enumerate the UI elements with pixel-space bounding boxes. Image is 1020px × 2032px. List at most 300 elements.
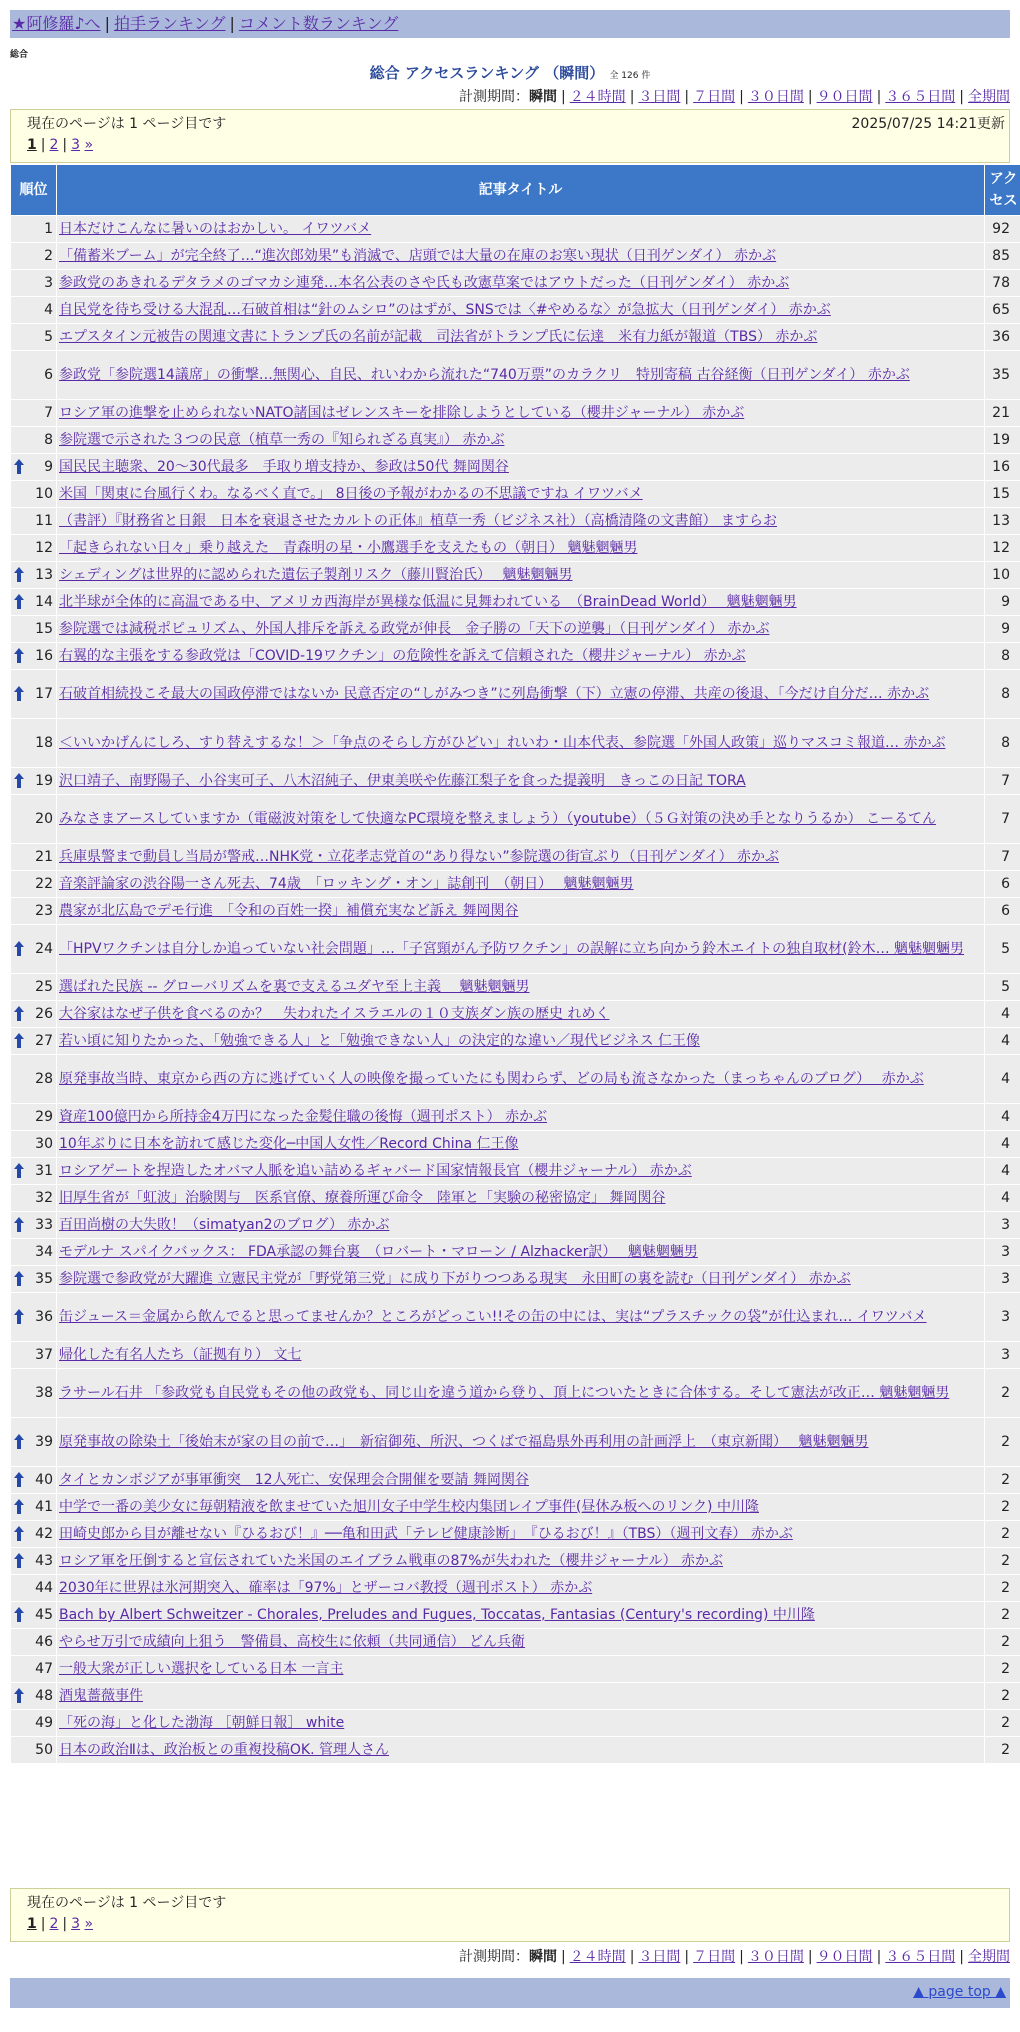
title-cell bbox=[57, 1055, 985, 1104]
title-cell bbox=[57, 616, 985, 643]
article-link[interactable]: 北半球が全体的に高温である中、アメリカ西海岸が異様な低温に見舞われている （BrainDead World） 魑魅魍魎男 bbox=[59, 594, 797, 610]
title-cell bbox=[57, 535, 985, 562]
access-count: 10 bbox=[985, 562, 1020, 589]
rank-up-arrow-icon bbox=[14, 1309, 24, 1324]
table-row bbox=[11, 400, 1020, 427]
article-link[interactable]: 兵庫県警まで動員し当局が警戒…NHK党・立花孝志党首の“あり得ない”参院選の街宣ぶり（日刊ゲンダイ） 赤かぶ bbox=[59, 849, 780, 865]
title-cell bbox=[57, 400, 985, 427]
period-link-5-bottom[interactable]: ９０日間 bbox=[816, 1949, 873, 1965]
rank-number: 45 bbox=[35, 1607, 53, 1623]
page-status-text-bottom: 現在のページは 1 ページ目です bbox=[27, 1895, 227, 1911]
rank-cell bbox=[11, 1418, 57, 1467]
access-count: 5 bbox=[985, 974, 1020, 1001]
article-link[interactable]: Bach by Albert Schweitzer - Chorales, Preludes and Fugues, Toccatas, Fantasias (Century's recording) 中川隆 bbox=[59, 1607, 815, 1623]
title-cell bbox=[57, 844, 985, 871]
period-link-6[interactable]: ３６５日間 bbox=[885, 89, 956, 105]
rank-number: 48 bbox=[35, 1688, 53, 1704]
page-link-3[interactable]: 3 bbox=[71, 137, 81, 153]
access-count: 2 bbox=[985, 1737, 1020, 1764]
table-row bbox=[11, 589, 1020, 616]
article-link[interactable]: 農家が北広島でデモ行進 「令和の百姓一揆」補償充実など訴え 舞岡関谷 bbox=[59, 903, 519, 919]
article-link[interactable]: モデルナ スパイクバックス： FDA承認の舞台裏 （ロバート・マローン / Alzhacker訳） 魑魅魍魎男 bbox=[59, 1244, 698, 1260]
table-row bbox=[11, 1467, 1020, 1494]
rank-number: 2 bbox=[44, 248, 53, 264]
ranking-table bbox=[10, 164, 1020, 1764]
rank-up-arrow-icon bbox=[14, 773, 24, 788]
article-link[interactable]: 日本の政治Ⅱは、政治板との重複投稿OK. 管理人さん bbox=[59, 1742, 389, 1758]
period-link-3[interactable]: ７日間 bbox=[693, 89, 736, 105]
title-cell bbox=[57, 427, 985, 454]
title-cell bbox=[57, 297, 985, 324]
article-link[interactable]: 百田尚樹の大失敗！（simatyan2のブログ） 赤かぶ bbox=[59, 1217, 390, 1233]
table-row bbox=[11, 481, 1020, 508]
article-link[interactable]: ロシア軍の進撃を止められないNATO諸国はゼレンスキーを排除しようとしている（櫻井ジャーナル） 赤かぶ bbox=[59, 405, 745, 421]
title-cell bbox=[57, 925, 985, 974]
rank-up-arrow-icon bbox=[14, 1499, 24, 1514]
title-cell bbox=[57, 270, 985, 297]
rank-cell bbox=[11, 1239, 57, 1266]
separator: | bbox=[959, 89, 964, 105]
article-link[interactable]: 帰化した有名人たち（証拠有り） 文七 bbox=[59, 1347, 302, 1363]
title-cell bbox=[57, 1266, 985, 1293]
rank-cell bbox=[11, 1467, 57, 1494]
rank-number: 39 bbox=[35, 1434, 53, 1450]
top-nav-bar: ★阿修羅♪へ | 拍手ランキング | コメント数ランキング bbox=[10, 10, 1010, 38]
rank-number: 3 bbox=[44, 275, 53, 291]
separator: | bbox=[739, 1949, 744, 1965]
access-count: 9 bbox=[985, 616, 1020, 643]
rank-cell bbox=[11, 1158, 57, 1185]
access-count: 19 bbox=[985, 427, 1020, 454]
table-row bbox=[11, 1737, 1020, 1764]
pagination-bottom bbox=[10, 1888, 1010, 1942]
article-link[interactable]: タイとカンボジアが事軍衝突 12人死亡、安保理会合開催を要請 舞岡関谷 bbox=[59, 1472, 529, 1488]
title-cell bbox=[57, 974, 985, 1001]
pagination-top bbox=[10, 109, 1010, 163]
title-cell bbox=[57, 1575, 985, 1602]
comment-ranking-link[interactable]: コメント数ランキング bbox=[238, 14, 399, 33]
table-row bbox=[11, 974, 1020, 1001]
rank-number: 18 bbox=[35, 735, 53, 751]
rank-number: 40 bbox=[35, 1472, 53, 1488]
title-cell bbox=[57, 1494, 985, 1521]
rank-number: 50 bbox=[35, 1742, 53, 1758]
access-count: 9 bbox=[985, 589, 1020, 616]
rank-number: 8 bbox=[44, 432, 53, 448]
separator: | bbox=[876, 1949, 882, 1965]
access-count: 7 bbox=[985, 768, 1020, 795]
article-link[interactable]: ロシア軍を圧倒すると宣伝されていた米国のエイブラム戦車の87%が失われた（櫻井ジャーナル） 赤かぶ bbox=[59, 1553, 724, 1569]
item-count: 全 126 件 bbox=[609, 71, 651, 81]
rank-number: 22 bbox=[35, 876, 53, 892]
article-link[interactable]: 参政党「参院選14議席」の衝撃…無関心、自民、れいわから流れた“740万票”のカラクリ 特別寄稿 古谷経衡（日刊ゲンダイ） 赤かぶ bbox=[59, 367, 910, 383]
article-link[interactable]: 原発事故当時、東京から西の方に逃げていく人の映像を撮っていたにも関わらず、どの局も流さなかった（まっちゃんのブログ） 赤かぶ bbox=[59, 1071, 924, 1087]
separator: | bbox=[959, 1949, 964, 1965]
title-header: 記事タイトル bbox=[57, 165, 985, 216]
rank-cell bbox=[11, 1055, 57, 1104]
title-cell bbox=[57, 1293, 985, 1342]
access-count: 4 bbox=[985, 1185, 1020, 1212]
rank-up-arrow-icon bbox=[14, 1526, 24, 1541]
table-row bbox=[11, 351, 1020, 400]
table-row bbox=[11, 1342, 1020, 1369]
table-row bbox=[11, 270, 1020, 297]
period-link-3-bottom[interactable]: ７日間 bbox=[693, 1949, 736, 1965]
separator: | bbox=[629, 89, 635, 105]
rank-cell bbox=[11, 768, 57, 795]
table-row bbox=[11, 243, 1020, 270]
access-count: 21 bbox=[985, 400, 1020, 427]
title-cell bbox=[57, 1185, 985, 1212]
rank-cell bbox=[11, 1001, 57, 1028]
title-cell bbox=[57, 1158, 985, 1185]
title-cell bbox=[57, 1656, 985, 1683]
period-link-1[interactable]: ２４時間 bbox=[569, 89, 626, 105]
period-link-7[interactable]: 全期間 bbox=[968, 89, 1010, 105]
rank-up-arrow-icon bbox=[14, 567, 24, 582]
title-cell bbox=[57, 719, 985, 768]
rank-up-arrow-icon bbox=[14, 1033, 24, 1048]
table-row bbox=[11, 1683, 1020, 1710]
access-count: 2 bbox=[985, 1369, 1020, 1418]
rank-number: 29 bbox=[35, 1109, 53, 1125]
rank-number: 10 bbox=[35, 486, 53, 502]
access-count: 36 bbox=[985, 324, 1020, 351]
table-row bbox=[11, 1629, 1020, 1656]
rank-up-arrow-icon bbox=[14, 1472, 24, 1487]
article-link[interactable]: （書評）『財務省と日銀 日本を衰退させたカルトの正体』植草一秀（ビジネス社）（高橋清隆の文書館） ますらお bbox=[59, 513, 778, 529]
article-link[interactable]: 選ばれた民族 -- グローバリズムを裏で支えるユダヤ至上主義 魑魅魍魎男 bbox=[59, 979, 530, 995]
title-cell bbox=[57, 1104, 985, 1131]
article-link[interactable]: 参政党のあきれるデタラメのゴマカシ連発…本名公表のさや氏も改憲草案ではアウトだった（日刊ゲンダイ） 赤かぶ bbox=[59, 275, 790, 291]
page-title bbox=[0, 62, 1020, 83]
table-row bbox=[11, 1266, 1020, 1293]
table-row bbox=[11, 1055, 1020, 1104]
table-row bbox=[11, 562, 1020, 589]
access-count: 7 bbox=[985, 795, 1020, 844]
access-count: 4 bbox=[985, 1158, 1020, 1185]
table-row bbox=[11, 427, 1020, 454]
table-row bbox=[11, 454, 1020, 481]
table-row bbox=[11, 1656, 1020, 1683]
table-row bbox=[11, 1710, 1020, 1737]
title-cell bbox=[57, 898, 985, 925]
current-page-bottom: 1 bbox=[27, 1916, 37, 1932]
period-link-5[interactable]: ９０日間 bbox=[816, 89, 873, 105]
separator: | bbox=[40, 1916, 46, 1932]
rank-cell bbox=[11, 844, 57, 871]
rank-number: 26 bbox=[35, 1006, 53, 1022]
period-link-6-bottom[interactable]: ３６５日間 bbox=[885, 1949, 956, 1965]
title-cell bbox=[57, 1548, 985, 1575]
access-count: 8 bbox=[985, 670, 1020, 719]
article-link[interactable]: ＜いいかげんにしろ、すり替えするな！＞「争点のそらし方がひどい」れいわ・山本代表、参院選「外国人政策」巡りマスコミ報道… 赤かぶ bbox=[59, 735, 946, 751]
access-count: 12 bbox=[985, 535, 1020, 562]
access-count: 2 bbox=[985, 1602, 1020, 1629]
rank-cell bbox=[11, 324, 57, 351]
period-link-2-bottom[interactable]: ３日間 bbox=[638, 1949, 681, 1965]
period-current: 瞬間 bbox=[528, 89, 557, 105]
rank-number: 43 bbox=[35, 1553, 53, 1569]
title-cell bbox=[57, 1710, 985, 1737]
rank-cell bbox=[11, 216, 57, 243]
rank-number: 32 bbox=[35, 1190, 53, 1206]
article-link[interactable]: 原発事故の除染土「後始末が家の目の前で…」 新宿御苑、所沢、つくばで福島県外再利用の計画浮上 （東京新聞） 魑魅魍魎男 bbox=[59, 1434, 869, 1450]
article-link[interactable]: 若い頃に知りたかった、「勉強できる人」と「勉強できない人」の決定的な違い／現代ビジネス 仁王像 bbox=[59, 1033, 701, 1049]
article-link[interactable]: やらせ万引で成績向上狙う 警備員、高校生に依頼（共同通信） どん兵衛 bbox=[59, 1634, 526, 1650]
article-link[interactable]: ロシアゲートを捏造したオバマ人脈を追い詰めるギャバード国家情報長官（櫻井ジャーナル） 赤かぶ bbox=[59, 1163, 692, 1179]
access-count: 8 bbox=[985, 719, 1020, 768]
rank-cell bbox=[11, 1342, 57, 1369]
table-row bbox=[11, 844, 1020, 871]
article-link[interactable]: 国民民主聴衆、20～30代最多 手取り増支持か、参政は50代 舞岡関谷 bbox=[59, 459, 509, 475]
table-row bbox=[11, 1001, 1020, 1028]
article-link[interactable]: 「HPVワクチンは自分しか追っていない社会問題」…「子宮頸がん予防ワクチン」の誤解に立ち向かう鈴木エイトの独自取材(鈴木… 魑魅魍魎男 bbox=[59, 941, 965, 957]
article-link[interactable]: 右翼的な主張をする参政党は「COVID-19ワクチン」の危険性を訴えて信頼された（櫻井ジャーナル） 赤かぶ bbox=[59, 648, 746, 664]
title-cell bbox=[57, 1602, 985, 1629]
page-status-text: 現在のページは 1 ページ目です bbox=[27, 116, 227, 132]
page-link-2[interactable]: 2 bbox=[49, 137, 59, 153]
rank-cell bbox=[11, 1629, 57, 1656]
article-link[interactable]: 石破首相続投こそ最大の国政停滞ではないか 民意否定の“しがみつき”に列島衝撃（下）立憲の停滞、共産の後退、「今だけ自分だ… 赤かぶ bbox=[59, 686, 930, 702]
rank-cell bbox=[11, 1369, 57, 1418]
access-count: 3 bbox=[985, 1293, 1020, 1342]
rank-number: 13 bbox=[35, 567, 53, 583]
rank-up-arrow-icon bbox=[14, 1006, 24, 1021]
table-row bbox=[11, 1212, 1020, 1239]
access-count: 78 bbox=[985, 270, 1020, 297]
title-cell bbox=[57, 1467, 985, 1494]
rank-up-arrow-icon bbox=[14, 1163, 24, 1178]
access-count: 2 bbox=[985, 1629, 1020, 1656]
access-count: 4 bbox=[985, 1104, 1020, 1131]
title-cell bbox=[57, 324, 985, 351]
separator: | bbox=[684, 89, 690, 105]
rank-cell bbox=[11, 670, 57, 719]
rank-cell bbox=[11, 974, 57, 1001]
article-link[interactable]: エプスタイン元被告の関連文書にトランプ氏の名前が記載 司法省がトランプ氏に伝達 米有力紙が報道（TBS） 赤かぶ bbox=[59, 329, 818, 345]
rank-number: 33 bbox=[35, 1217, 53, 1233]
rank-up-arrow-icon bbox=[14, 1688, 24, 1703]
rank-number: 21 bbox=[35, 849, 53, 865]
separator: | bbox=[560, 1949, 566, 1965]
page-top-link[interactable]: ▲ page top ▲ bbox=[913, 1984, 1006, 2000]
rank-cell bbox=[11, 351, 57, 400]
article-link[interactable]: 米国「関東に台風行くわ。なるべく直で。」 8日後の予報がわかるの不思議ですね イワツバメ bbox=[59, 486, 643, 502]
page-links bbox=[27, 137, 93, 153]
rank-number: 49 bbox=[35, 1715, 53, 1731]
table-row bbox=[11, 719, 1020, 768]
rank-cell bbox=[11, 1575, 57, 1602]
access-count: 85 bbox=[985, 243, 1020, 270]
period-selector-bottom bbox=[459, 1946, 1010, 1966]
access-count: 4 bbox=[985, 1055, 1020, 1104]
title-cell bbox=[57, 481, 985, 508]
home-link[interactable]: ★阿修羅♪へ bbox=[12, 14, 101, 33]
table-row bbox=[11, 1028, 1020, 1055]
article-link[interactable]: 自民党を待ち受ける大混乱…石破首相は“針のムシロ”のはずが、SNSでは〈#やめるな〉が急拡大（日刊ゲンダイ） 赤かぶ bbox=[59, 302, 831, 318]
rank-up-arrow-icon bbox=[14, 594, 24, 609]
article-link[interactable]: 缶ジュース＝金属から飲んでると思ってませんか？ところがどっこい!!その缶の中には、実は“プラスチックの袋”が仕込まれ… イワツバメ bbox=[59, 1309, 927, 1325]
rank-cell bbox=[11, 297, 57, 324]
article-link[interactable]: 参院選で示された３つの民意（植草一秀の『知られざる真実』） 赤かぶ bbox=[59, 432, 505, 448]
period-link-2[interactable]: ３日間 bbox=[638, 89, 681, 105]
rank-number: 35 bbox=[35, 1271, 53, 1287]
period-selector-top bbox=[459, 86, 1010, 106]
period-link-4[interactable]: ３０日間 bbox=[747, 89, 804, 105]
rank-cell bbox=[11, 871, 57, 898]
access-count: 6 bbox=[985, 871, 1020, 898]
rank-cell bbox=[11, 1737, 57, 1764]
rank-number: 25 bbox=[35, 979, 53, 995]
access-count: 2 bbox=[985, 1418, 1020, 1467]
article-link[interactable]: 沢口靖子、南野陽子、小谷実可子、八木沼純子、伊東美咲や佐藤江梨子を食った提義明 きっこの日記 TORA bbox=[59, 773, 746, 789]
table-row bbox=[11, 643, 1020, 670]
rank-cell bbox=[11, 454, 57, 481]
access-count: 2 bbox=[985, 1467, 1020, 1494]
rank-cell bbox=[11, 643, 57, 670]
separator: | bbox=[807, 1949, 813, 1965]
title-cell bbox=[57, 1239, 985, 1266]
title-cell bbox=[57, 643, 985, 670]
article-link[interactable]: 「起きられない日々」乗り越えた 青森明の星・小鷹選手を支えたもの（朝日） 魑魅魍魎男 bbox=[59, 540, 638, 556]
rank-number: 42 bbox=[35, 1526, 53, 1542]
rank-number: 20 bbox=[35, 811, 53, 827]
separator: | bbox=[876, 89, 882, 105]
rank-up-arrow-icon bbox=[14, 1607, 24, 1622]
table-row bbox=[11, 1369, 1020, 1418]
rank-number: 5 bbox=[44, 329, 53, 345]
rank-cell bbox=[11, 508, 57, 535]
article-link[interactable]: 田崎史郎から目が離せない『ひるおび！』──亀和田武「テレビ健康診断」 『ひるおび！』（TBS）（週刊文春） 赤かぶ bbox=[59, 1526, 793, 1542]
separator: | bbox=[62, 1916, 68, 1932]
access-count: 4 bbox=[985, 1131, 1020, 1158]
rank-number: 37 bbox=[35, 1347, 53, 1363]
clap-ranking-link[interactable]: 拍手ランキング bbox=[113, 14, 226, 33]
rank-number: 31 bbox=[35, 1163, 53, 1179]
rank-number: 34 bbox=[35, 1244, 53, 1260]
rank-number: 15 bbox=[35, 621, 53, 637]
page-links-bottom bbox=[27, 1916, 93, 1932]
next-page-link-bottom[interactable]: » bbox=[84, 1916, 94, 1932]
rank-up-arrow-icon bbox=[14, 941, 24, 956]
article-link[interactable]: みなさまアースしていますか（電磁波対策をして快適なPC環境を整えましょう）（youtube）（５Ｇ対策の決め手となりうるか） こーるてん bbox=[59, 811, 936, 827]
table-row bbox=[11, 1575, 1020, 1602]
table-row bbox=[11, 216, 1020, 243]
title-cell bbox=[57, 1028, 985, 1055]
rank-number: 24 bbox=[35, 941, 53, 957]
current-page: 1 bbox=[27, 137, 37, 153]
category-label: 総合 bbox=[10, 50, 29, 60]
table-row bbox=[11, 324, 1020, 351]
rank-cell bbox=[11, 427, 57, 454]
rank-cell bbox=[11, 1710, 57, 1737]
rank-up-arrow-icon bbox=[14, 1217, 24, 1232]
rank-cell bbox=[11, 243, 57, 270]
rank-up-arrow-icon bbox=[14, 459, 24, 474]
next-page-link[interactable]: » bbox=[84, 137, 94, 153]
title-cell bbox=[57, 1737, 985, 1764]
rank-cell bbox=[11, 1131, 57, 1158]
article-link[interactable]: 日本だけこんなに暑いのはおかしい。 イワツバメ bbox=[59, 221, 372, 237]
rank-cell bbox=[11, 719, 57, 768]
title-cell bbox=[57, 1418, 985, 1467]
article-link[interactable]: ラサール石井 「参政党も自民党もその他の政党も、同じ山を違う道から登り、頂上についたときに合体する。そして憲法が改正… 魑魅魍魎男 bbox=[59, 1385, 950, 1401]
title-cell bbox=[57, 589, 985, 616]
rank-up-arrow-icon bbox=[14, 1434, 24, 1449]
access-count: 2 bbox=[985, 1548, 1020, 1575]
rank-number: 28 bbox=[35, 1071, 53, 1087]
title-cell bbox=[57, 1683, 985, 1710]
article-link[interactable]: 資産100億円から所持金4万円になった金髪住職の後悔（週刊ポスト） 赤かぶ bbox=[59, 1109, 548, 1125]
access-count: 92 bbox=[985, 216, 1020, 243]
table-row bbox=[11, 795, 1020, 844]
access-count: 5 bbox=[985, 925, 1020, 974]
article-link[interactable]: 10年ぶりに日本を訪れて感じた変化─中国人女性／Record China 仁王像 bbox=[59, 1136, 519, 1152]
article-link[interactable]: 酒鬼薔薇事件 bbox=[59, 1688, 143, 1704]
access-count: 2 bbox=[985, 1494, 1020, 1521]
period-link-4-bottom[interactable]: ３０日間 bbox=[747, 1949, 804, 1965]
page-link-3-bottom[interactable]: 3 bbox=[71, 1916, 81, 1932]
updated-timestamp: 2025/07/25 14:21更新 bbox=[851, 116, 1005, 132]
rank-number: 41 bbox=[35, 1499, 53, 1515]
article-link[interactable]: 音楽評論家の渋谷陽一さん死去、74歳 「ロッキング・オン」誌創刊 （朝日） 魑魅魍魎男 bbox=[59, 876, 634, 892]
rank-cell bbox=[11, 1494, 57, 1521]
rank-number: 9 bbox=[44, 459, 53, 475]
article-link[interactable]: 大谷家はなぜ子供を食べるのか？ 失われたイスラエルの１０支族ダン族の歴史 れめく bbox=[59, 1006, 610, 1022]
rank-cell bbox=[11, 400, 57, 427]
article-link[interactable]: 参院選で参政党が大躍進 立憲民主党が「野党第三党」に成り下がりつつある現実 永田町の裏を読む（日刊ゲンダイ） 赤かぶ bbox=[59, 1271, 851, 1287]
period-link-7-bottom[interactable]: 全期間 bbox=[968, 1949, 1010, 1965]
rank-number: 27 bbox=[35, 1033, 53, 1049]
access-count: 2 bbox=[985, 1521, 1020, 1548]
access-count: 16 bbox=[985, 454, 1020, 481]
access-count: 7 bbox=[985, 844, 1020, 871]
article-link[interactable]: 「死の海」と化した渤海 ［朝鮮日報］ white bbox=[59, 1715, 345, 1731]
rank-number: 7 bbox=[44, 405, 53, 421]
rank-number: 23 bbox=[35, 903, 53, 919]
rank-number: 19 bbox=[35, 773, 53, 789]
table-row bbox=[11, 1548, 1020, 1575]
rank-cell bbox=[11, 481, 57, 508]
article-link[interactable]: 参院選では減税ポピュリズム、外国人排斥を訴える政党が伸長 金子勝の「天下の逆襲」（日刊ゲンダイ） 赤かぶ bbox=[59, 621, 770, 637]
table-row bbox=[11, 1521, 1020, 1548]
bottom-bar bbox=[10, 1978, 1010, 2008]
access-count: 2 bbox=[985, 1683, 1020, 1710]
rank-number: 16 bbox=[35, 648, 53, 664]
rank-cell bbox=[11, 1683, 57, 1710]
rank-cell bbox=[11, 616, 57, 643]
article-link[interactable]: 一般大衆が正しい選択をしている日本 一言主 bbox=[59, 1661, 344, 1677]
article-link[interactable]: 旧厚生省が「虹波」治験関与 医系官僚、療養所運び命令 陸軍と「実験の秘密協定」 舞岡関谷 bbox=[59, 1190, 666, 1206]
period-label-bottom: 計測期間： bbox=[458, 1949, 529, 1965]
period-link-1-bottom[interactable]: ２４時間 bbox=[569, 1949, 626, 1965]
article-link[interactable]: 2030年に世界は氷河期突入、確率は「97%」とザーコバ教授（週刊ポスト） 赤かぶ bbox=[59, 1580, 593, 1596]
article-link[interactable]: シェディングは世界的に認められた遺伝子製剤リスク（藤川賢治氏） 魑魅魍魎男 bbox=[59, 567, 573, 583]
rank-cell bbox=[11, 1104, 57, 1131]
title-cell bbox=[57, 1342, 985, 1369]
article-link[interactable]: 「備蓄米ブーム」が完全終了…“進次郎効果”も消滅で、店頭では大量の在庫のお寒い現状（日刊ゲンダイ） 赤かぶ bbox=[59, 248, 777, 264]
rank-number: 17 bbox=[35, 686, 53, 702]
page-link-2-bottom[interactable]: 2 bbox=[49, 1916, 59, 1932]
title-cell bbox=[57, 1001, 985, 1028]
table-row bbox=[11, 1418, 1020, 1467]
table-row bbox=[11, 1131, 1020, 1158]
rank-cell bbox=[11, 1656, 57, 1683]
article-link[interactable]: 中学で一番の美少女に毎朝精液を飲ませていた旭川女子中学生校内集団レイプ事件(昼休み板へのリンク) 中川隆 bbox=[59, 1499, 759, 1515]
access-count: 2 bbox=[985, 1575, 1020, 1602]
rank-up-arrow-icon bbox=[14, 648, 24, 663]
